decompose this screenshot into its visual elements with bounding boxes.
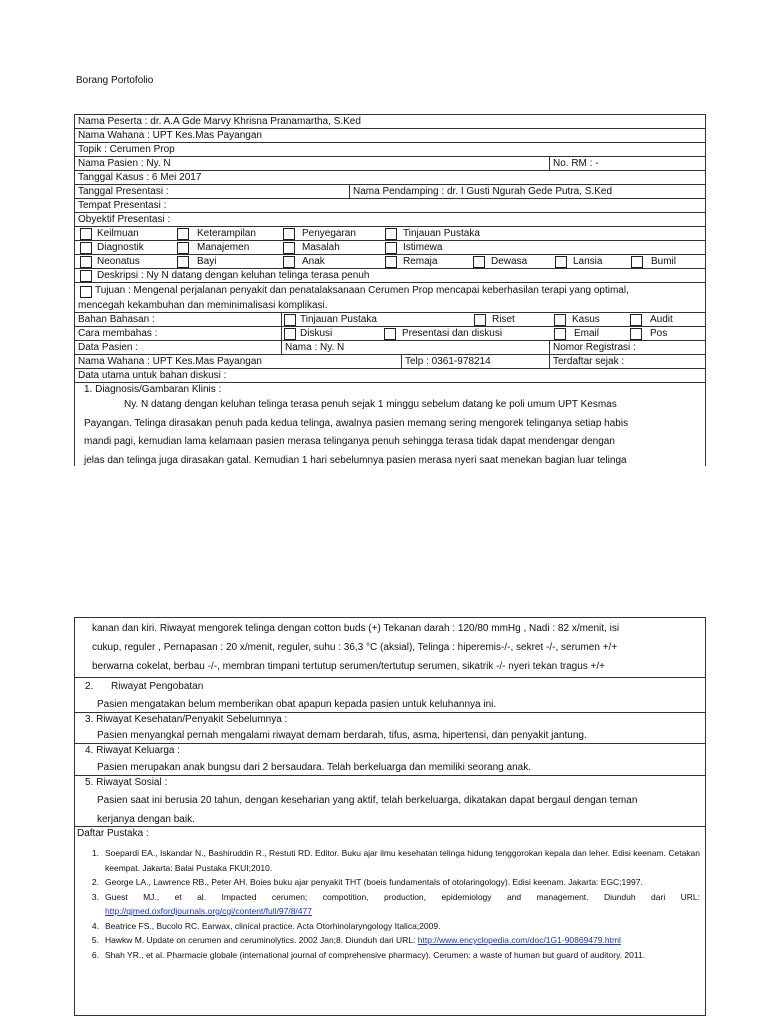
bahan-kasus: Kasus <box>572 314 600 325</box>
wahana-text: Nama Wahana : UPT Kes.Mas Payangan <box>78 130 262 141</box>
checkbox-diskusi[interactable] <box>284 328 296 340</box>
checkbox-keterampilan[interactable] <box>177 228 189 240</box>
diagnosis-block <box>75 383 705 469</box>
reference-number: 5. <box>91 935 99 945</box>
keluarga-heading: 4. Riwayat Keluarga : <box>85 745 181 756</box>
reference-item <box>77 948 700 963</box>
row-tgl-presentasi <box>75 185 705 199</box>
reference-text <box>105 846 700 875</box>
row-deskripsi <box>75 269 705 283</box>
pasien-text: Nama Pasien : Ny. N <box>78 158 171 169</box>
checkbox-email[interactable] <box>554 328 566 340</box>
cara-options <box>281 327 700 340</box>
reference-number: 4. <box>91 920 99 931</box>
sosial-heading: 5. Riwayat Sosial : <box>85 777 168 788</box>
reference-citation: Shah YR., et al. Pharmacie globale (international journal of comprehensive pharmacy). Cerumen: a waste of human but guard of auditory. 2011. <box>105 949 646 960</box>
riwayat-sosial <box>75 776 705 827</box>
checkbox-remaja[interactable] <box>385 256 397 268</box>
checkbox-pos[interactable] <box>630 328 642 340</box>
peserta-text: Nama Peserta : dr. A.A Gde Marvy Khrisna Pranamartha, S.Ked <box>78 116 361 127</box>
reference-text <box>105 875 700 890</box>
option-masalah: Masalah <box>302 242 340 253</box>
checkbox-diagnostik[interactable] <box>80 242 92 254</box>
reference-citation: Hawkw M. Update on cerumen and ceruminolytics. 2002 Jan;8. Diunduh dari URL: <box>105 935 418 945</box>
option-manajemen: Manajemen <box>197 242 250 253</box>
checkbox-anak[interactable] <box>283 256 295 268</box>
bahan-label: Bahan Bahasan : <box>78 314 155 325</box>
row-tempat <box>75 199 705 213</box>
reference-citation: Beatrice FS., Bucolo RC. Earwax, clinical practice. Acta Otorhinolaryngology Italica;2009. <box>105 920 441 931</box>
option-tinjauan-pustaka: Tinjauan Pustaka <box>403 228 480 239</box>
cara-label: Cara membahas : <box>78 328 158 339</box>
daftar-pustaka <box>75 827 705 1016</box>
diagnosis-cont-line-2: cukup, reguler , Pernapasan : 20 x/menit, reguler, suhu : 36,3 °C (aksial), Telinga : hiperemis-/-, sekret -/-, serumen +/+ <box>92 642 618 653</box>
diagnosis-body <box>84 396 696 470</box>
kesehatan-heading: 3. Riwayat Kesehatan/Penyakit Sebelumnya : <box>85 714 288 725</box>
checkbox-presentasi-diskusi[interactable] <box>384 328 396 340</box>
option-diagnostik: Diagnostik <box>97 242 144 253</box>
reference-citation: Soepardi EA., Iskandar N., Bashiruddin R., Restuti RD. Editor. Buku ajar ilmu kesehatan telinga hidung tenggorokan kepala dan leher. Edisi keenam. Cetakan keempat. Jakarta: Balai Pustaka FKUI;2010. <box>105 848 700 873</box>
checkbox-audit[interactable] <box>630 314 642 326</box>
checkbox-penyegaran[interactable] <box>283 228 295 240</box>
data-pasien-nomor: Nomor Registrasi : <box>549 341 703 354</box>
bahan-audit: Audit <box>650 314 673 325</box>
diagnosis-heading: 1. Diagnosis/Gambaran Klinis : <box>84 384 222 395</box>
objective-row-2 <box>75 241 705 255</box>
reference-item <box>77 875 700 890</box>
reference-text <box>105 919 700 934</box>
checkbox-bahan-tinjauan[interactable] <box>284 314 296 326</box>
option-anak: Anak <box>302 256 325 267</box>
row-obyektif <box>75 213 705 227</box>
row-tgl-kasus <box>75 171 705 185</box>
cara-pos: Pos <box>650 328 668 339</box>
reference-link[interactable]: http://qjmed.oxfordjournals.org/cgi/content/full/97/8/477 <box>105 906 312 916</box>
diagnosis-line-1: Ny. N datang dengan keluhan telinga terasa penuh sejak 1 minggu sebelum datang ke poli umum UPT Kesmas <box>124 399 617 410</box>
topik-text: Topik : Cerumen Prop <box>78 144 175 155</box>
bahan-options <box>281 313 700 326</box>
diagnosis-cont-line-3: berwarna cokelat, berbau -/-, membran timpani tertutup serumen/tertutup serumen, sikatrik -/- nyeri tekan tragus +/+ <box>92 661 606 672</box>
row-pasien <box>75 157 705 171</box>
wahana-nama: Nama Wahana : UPT Kes.Mas Payangan <box>78 356 262 367</box>
checkbox-tujuan[interactable] <box>80 286 92 298</box>
checkbox-dewasa[interactable] <box>473 256 485 268</box>
row-data-utama <box>75 369 705 383</box>
wahana-telp: Telp : 0361-978214 <box>401 355 549 368</box>
checkbox-manajemen[interactable] <box>177 242 189 254</box>
checkbox-deskripsi[interactable] <box>80 270 92 282</box>
checkbox-istimewa[interactable] <box>385 242 397 254</box>
pengobatan-heading: Riwayat Pengobatan <box>111 681 204 692</box>
sosial-line-1: Pasien saat ini berusia 20 tahun, dengan keseharian yang aktif, telah berkeluarga, dikatakan dapat bergaul dengan teman <box>97 795 638 806</box>
bahan-tinjauan: Tinjauan Pustaka <box>300 314 377 325</box>
riwayat-pengobatan <box>75 678 705 713</box>
row-bahan-bahasan <box>75 313 705 327</box>
pendamping-text: Nama Pendamping : dr. I Gusti Ngurah Gede Putra, S.Ked <box>349 185 705 198</box>
reference-item <box>77 890 700 919</box>
objective-row-3 <box>75 255 705 269</box>
pengobatan-number: 2. <box>85 681 94 692</box>
row-wahana-telp <box>75 355 705 369</box>
tgl-presentasi-text: Tanggal Presentasi : <box>78 186 169 197</box>
bahan-riset: Riset <box>492 314 515 325</box>
row-data-pasien <box>75 341 705 355</box>
riwayat-keluarga <box>75 744 705 776</box>
reference-number: 6. <box>91 949 99 960</box>
reference-number: 2. <box>91 877 99 887</box>
option-keterampilan: Keterampilan <box>197 228 256 239</box>
diagnosis-continued <box>75 618 705 678</box>
option-penyegaran: Penyegaran <box>302 228 356 239</box>
reference-text <box>105 933 700 948</box>
diagnosis-line-2: Payangan. Telinga dirasakan penuh pada kedua telinga, awalnya pasien memang sering mengorek telinganya setiap habis <box>84 417 629 429</box>
option-lansia: Lansia <box>573 256 603 267</box>
cara-email: Email <box>574 328 600 339</box>
row-wahana <box>75 129 705 143</box>
checkbox-lansia[interactable] <box>555 256 567 268</box>
option-bayi: Bayi <box>197 256 217 267</box>
reference-item <box>77 919 700 934</box>
checkbox-riset[interactable] <box>474 314 486 326</box>
checkbox-bumil[interactable] <box>631 256 643 268</box>
cara-presentasi-diskusi: Presentasi dan diskusi <box>402 328 503 339</box>
row-tujuan <box>75 283 705 313</box>
reference-citation: George LA., Lawrence RB., Peter AH. Boies buku ajar penyakit THT (boeis fundamentals of otolaringology). Edisi keenam. Jakarta: EGC;1997. <box>105 877 643 887</box>
option-bumil: Bumil <box>651 256 677 267</box>
document-title: Borang Portofolio <box>76 75 154 86</box>
option-keilmuan: Keilmuan <box>97 228 139 239</box>
checkbox-masalah[interactable] <box>283 242 295 254</box>
row-peserta <box>75 115 705 129</box>
tempat-text: Tempat Presentasi : <box>78 200 167 211</box>
diagnosis-line-4: jelas dan telinga juga dirasakan gatal. Kemudian 1 hari sebelumnya pasien merasa nyeri saat menekan bagian luar telinga <box>84 454 627 466</box>
option-neonatus: Neonatus <box>97 256 140 267</box>
diagnosis-cont-line-1: kanan dan kiri. Riwayat mengorek telinga dengan cotton buds (+) Tekanan darah : 120/80 mmHg , Nadi : 82 x/menit, isi <box>92 623 620 634</box>
reference-text <box>105 890 700 919</box>
option-remaja: Remaja <box>403 256 438 267</box>
tujuan-line-2: mencegah kekambuhan dan meminimalisasi komplikasi. <box>78 300 328 311</box>
checkbox-bayi[interactable] <box>177 256 189 268</box>
deskripsi-text: Deskripsi : Ny N datang dengan keluhan telinga terasa penuh <box>97 270 370 281</box>
keluarga-text: Pasien merupakan anak bungsu dari 2 bersaudara. Telah berkeluarga dan memiliki seorang anak. <box>97 762 531 773</box>
reference-list <box>77 841 700 962</box>
riwayat-kesehatan <box>75 713 705 744</box>
wahana-terdaftar: Terdaftar sejak : <box>549 355 703 368</box>
obyektif-text: Obyektif Presentasi : <box>78 214 171 225</box>
tujuan-line-1: Tujuan : Mengenal perjalanan penyakit dan penatalaksanaan Cerumen Prop mencapai keberhasilan terapi yang optimal, <box>95 285 629 296</box>
checkbox-neonatus[interactable] <box>80 256 92 268</box>
row-cara-membahas <box>75 327 705 341</box>
objective-row-1 <box>75 227 705 241</box>
no-rm-text: No. RM : - <box>549 157 703 170</box>
reference-link[interactable]: http://www.encyclopedia.com/doc/1G1-90869479.html <box>417 935 621 945</box>
row-topik <box>75 143 705 157</box>
portfolio-form-continued <box>74 617 706 1016</box>
reference-citation: Guest MJ., et al. Impacted cerumen; compotition, production, epidemiology and management. Diunduh dari URL: <box>105 891 700 902</box>
option-dewasa: Dewasa <box>491 256 528 267</box>
pengobatan-text: Pasien mengatakan belum memberikan obat apapun kepada pasien untuk keluhannya ini. <box>97 699 497 710</box>
data-pasien-label: Data Pasien : <box>78 342 139 353</box>
kesehatan-text: Pasien menyangkal pernah mengalami riwayat demam berdarah, tifus, asma, hipertensi, dan penyakit jantung. <box>97 730 587 741</box>
reference-item <box>77 846 700 875</box>
checkbox-kasus[interactable] <box>554 314 566 326</box>
reference-number: 3. <box>91 891 99 902</box>
reference-item <box>77 933 700 948</box>
option-istimewa: Istimewa <box>403 242 443 253</box>
sosial-line-2: kerjanya dengan baik. <box>97 814 195 825</box>
diagnosis-line-3: mandi pagi, kemudian lama kelamaan pasien merasa telinganya penuh sehingga terasa tidak dapat mendengar dengan <box>84 436 615 447</box>
page-break <box>0 466 768 616</box>
checkbox-tinjauan-pustaka[interactable] <box>385 228 397 240</box>
tgl-kasus-text: Tanggal Kasus : 6 Mei 2017 <box>78 172 202 183</box>
data-utama-text: Data utama untuk bahan diskusi : <box>78 370 227 381</box>
portfolio-form <box>74 114 706 469</box>
data-pasien-nama: Nama : Ny. N <box>281 341 551 354</box>
cara-diskusi: Diskusi <box>300 328 333 339</box>
reference-text <box>105 948 700 963</box>
checkbox-keilmuan[interactable] <box>80 228 92 240</box>
reference-number: 1. <box>91 848 99 858</box>
pustaka-heading: Daftar Pustaka : <box>77 828 149 839</box>
